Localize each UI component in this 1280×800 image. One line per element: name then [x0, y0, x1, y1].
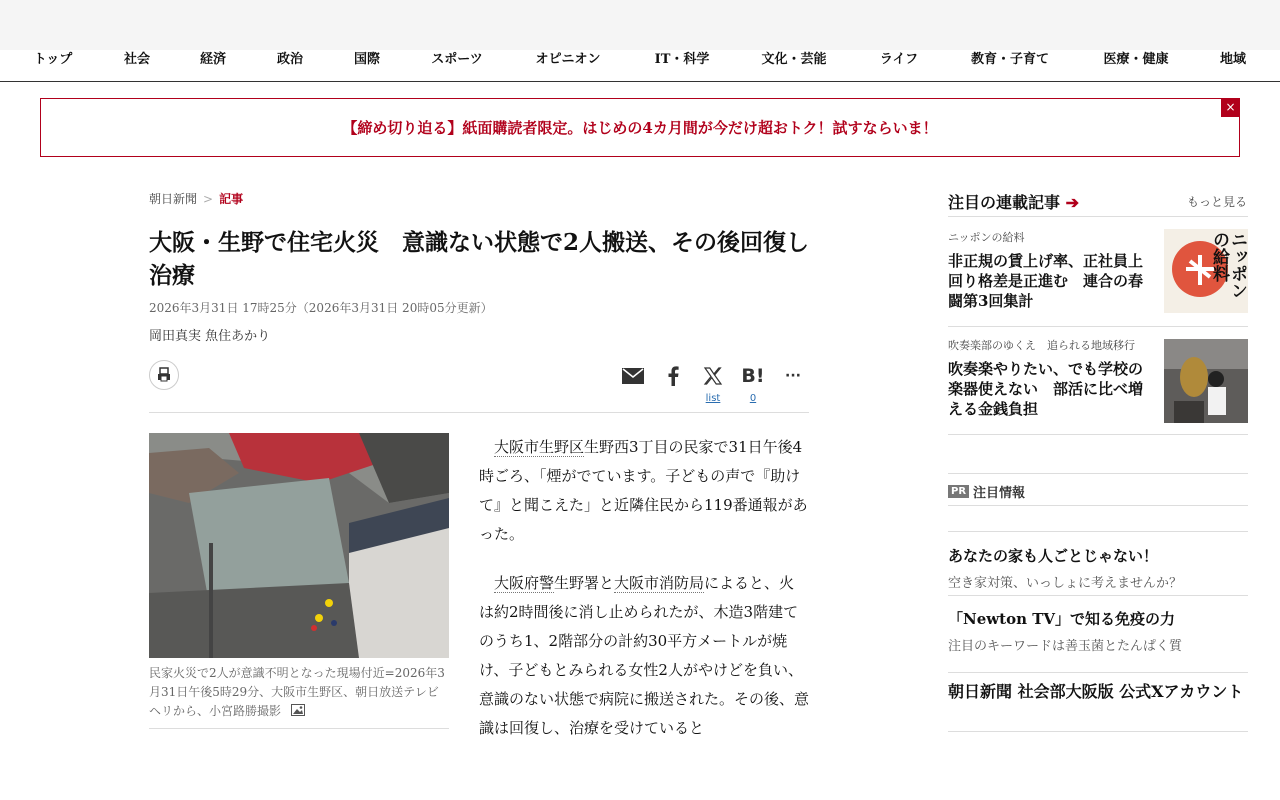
- nav-item-politics[interactable]: 政治: [276, 52, 304, 67]
- thumbnail-text: ニッポンの給料: [1209, 231, 1247, 299]
- image-icon[interactable]: [291, 704, 305, 716]
- band-practice-thumbnail: [1164, 339, 1248, 423]
- nav-item-life[interactable]: ライフ: [879, 52, 919, 67]
- divider: [948, 473, 1248, 474]
- paragraph: [479, 433, 809, 549]
- promo-title[interactable]: 「Newton TV」で知る免疫の力: [948, 610, 1176, 628]
- keyword-link[interactable]: 大阪市生野区: [494, 438, 585, 456]
- subscription-banner[interactable]: [40, 98, 1240, 157]
- nav-item-region[interactable]: 地域: [1219, 52, 1247, 67]
- pr-promo-item[interactable]: [948, 545, 1248, 591]
- paragraph: [479, 569, 809, 743]
- divider: [948, 434, 1248, 435]
- share-facebook-button[interactable]: [660, 364, 686, 388]
- share-mail-button[interactable]: [620, 364, 646, 388]
- nav-item-education[interactable]: 教育・子育て: [970, 52, 1050, 67]
- nav-item-health[interactable]: 医療・健康: [1103, 52, 1169, 67]
- x-account-link[interactable]: 朝日新聞 社会部大阪版 公式Xアカウント: [948, 682, 1244, 701]
- serial-label[interactable]: ニッポンの給料: [948, 231, 1025, 244]
- breadcrumb-home[interactable]: 朝日新聞: [149, 192, 198, 206]
- promo-subtitle[interactable]: 空き家対策、いっしょに考えませんか？: [948, 576, 1183, 591]
- breadcrumb: [149, 190, 243, 207]
- article-authors[interactable]: 岡田真実 魚住あかり: [149, 329, 271, 344]
- breadcrumb-current[interactable]: 記事: [219, 192, 244, 206]
- close-icon[interactable]: ×: [1221, 98, 1240, 117]
- divider: [948, 505, 1248, 506]
- x-list-link[interactable]: list: [705, 393, 721, 404]
- pr-promo-item[interactable]: [948, 608, 1248, 654]
- fire-scene-photo: [149, 433, 449, 658]
- divider: [149, 728, 449, 729]
- nav-item-international[interactable]: 国際: [353, 52, 381, 67]
- hatena-count[interactable]: 0: [749, 393, 757, 404]
- breadcrumb-separator: >: [203, 192, 214, 206]
- top-header-band: [0, 0, 1280, 50]
- x-icon: [703, 366, 723, 386]
- nav-item-opinion[interactable]: オピニオン: [535, 52, 601, 67]
- serial-section-header: [948, 188, 1248, 217]
- serial-item[interactable]: [948, 337, 1248, 419]
- divider: [948, 731, 1248, 732]
- arrow-right-icon: ➔: [1065, 193, 1079, 212]
- paragraph-text: によると、火は約2時間後に消し止められたが、木造3階建てのうち1、2階部分の計約30平方メートルが焼け、子どもとみられる女性2人がやけどを負い、意識のない状態で病院に搬送された。その後、意識は回復し、治療を受けていると: [479, 574, 810, 737]
- divider: [948, 326, 1248, 327]
- serial-section-title-text: 注目の連載記事: [948, 193, 1061, 212]
- print-icon: [156, 367, 172, 383]
- article-title: 大阪・生野で住宅火災 意識ない状態で2人搬送、その後回復し治療: [149, 229, 810, 289]
- pr-label: 注目情報: [973, 486, 1026, 501]
- serial-thumbnail[interactable]: [1164, 339, 1248, 423]
- nav-item-economy[interactable]: 経済: [199, 52, 227, 67]
- serial-thumbnail[interactable]: [1164, 229, 1248, 313]
- serial-label[interactable]: 吹奏楽部のゆくえ 追られる地域移行: [948, 339, 1135, 352]
- hatena-icon: B!: [741, 365, 765, 387]
- more-link[interactable]: もっと見る: [1186, 195, 1247, 209]
- article-date: 2026年3月31日 17時25分（2026年3月31日 20時05分更新）: [149, 301, 493, 315]
- more-icon: ···: [785, 368, 801, 384]
- nav-item-it-science[interactable]: IT・科学: [654, 52, 710, 67]
- facebook-icon: [667, 366, 679, 386]
- article-photo[interactable]: [149, 433, 449, 658]
- category-nav: [0, 50, 1280, 82]
- share-more-button[interactable]: [780, 364, 806, 388]
- keyword-link[interactable]: 大阪府警: [494, 574, 555, 592]
- share-x-button[interactable]: [700, 364, 726, 388]
- mail-icon: [622, 368, 644, 384]
- promo-title[interactable]: あなたの家も人ごとじゃない！: [948, 547, 1159, 565]
- nav-item-culture[interactable]: 文化・芸能: [761, 52, 827, 67]
- serial-headline[interactable]: 非正規の賃上げ率、正社員上回り格差是正進む 連合の春闘第3回集計: [948, 252, 1144, 310]
- serial-section-title[interactable]: [948, 190, 1079, 213]
- print-button[interactable]: [149, 360, 179, 390]
- serial-headline[interactable]: 吹奏楽やりたい、でも学校の楽器使えない 部活に比べ増える金銭負担: [948, 360, 1144, 418]
- serial-item[interactable]: [948, 229, 1248, 311]
- photo-caption: [149, 664, 449, 721]
- banner-text[interactable]: 【締め切り迫る】紙面購読者限定。はじめの4カ月間が今だけ超おトク！試すならいま！: [342, 119, 938, 137]
- promo-subtitle[interactable]: 注目のキーワードは善玉菌とたんぱく質: [948, 639, 1183, 654]
- divider: [948, 672, 1248, 673]
- pr-badge: PR: [948, 485, 969, 498]
- nav-item-society[interactable]: 社会: [123, 52, 151, 67]
- nav-item-top[interactable]: トップ: [33, 52, 73, 67]
- nav-item-sports[interactable]: スポーツ: [431, 52, 483, 67]
- divider: [948, 531, 1248, 532]
- divider: [149, 412, 809, 413]
- divider: [948, 595, 1248, 596]
- photo-caption-text: 民家火災で2人が意識不明となった現場付近=2026年3月31日午後5時29分、大阪市生野区、朝日放送テレビヘリから、小宮路勝撮影: [149, 666, 445, 718]
- pr-section-header: [948, 482, 1025, 501]
- keyword-link[interactable]: 大阪市消防局: [614, 574, 705, 592]
- article-body: [479, 433, 809, 763]
- share-hatena-button[interactable]: [740, 364, 766, 388]
- paragraph-text: 生野西3丁目の民家で31日午後4時ごろ、「煙がでています。子どもの声で『助けて』と聞こえた」と近隣住民から119番通報があった。: [479, 438, 808, 543]
- paragraph-text: 生野署と: [554, 574, 615, 592]
